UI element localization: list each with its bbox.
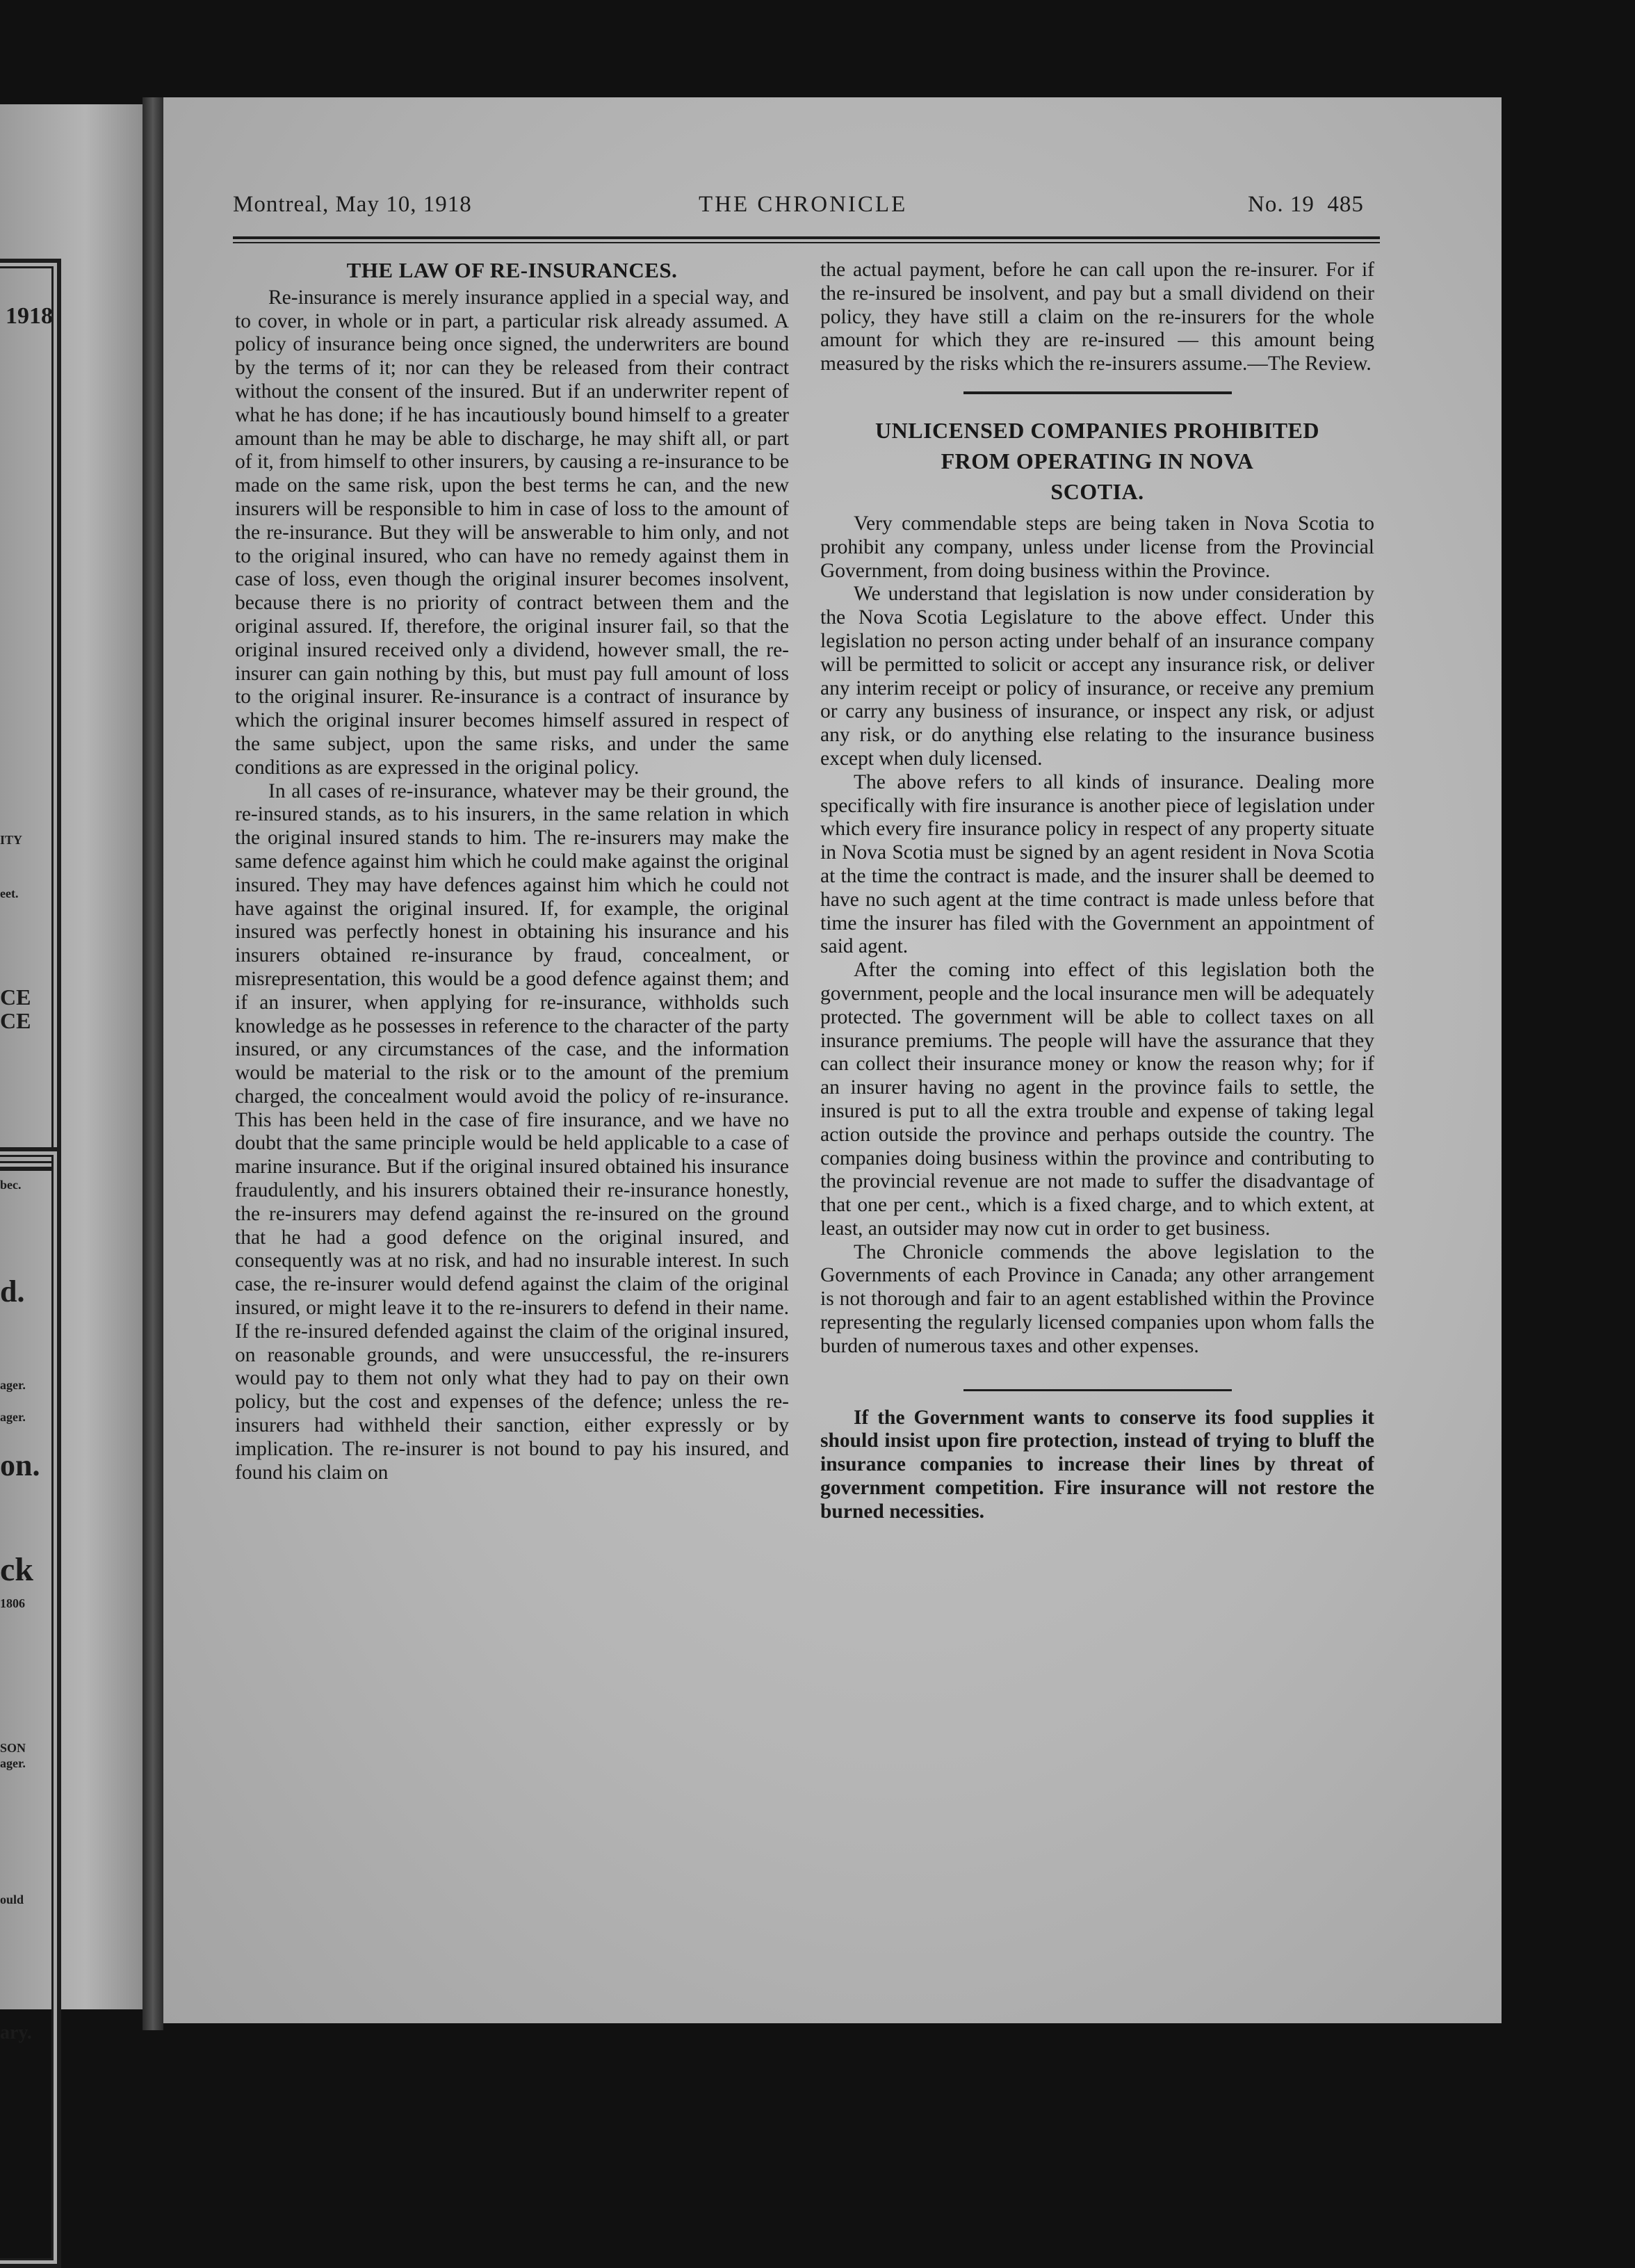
previous-page-fragment: ould — [0, 1893, 24, 1906]
previous-page-fragment: bec. — [0, 1178, 22, 1192]
newspaper-page — [163, 97, 1502, 2023]
column-right — [820, 259, 1374, 2011]
article2-title-line: SCOTIA. — [1050, 478, 1144, 504]
article1-paragraph: Re-insurance is merely insurance applied in a special way, and to cover, in whole or in part, a particular risk already assumed. A policy of insurance being once signed, the underwriters are bound by the terms of it; nor can they be released from their contract without the consent of the insured. But if an underwriter repent of what he has done; if he has incautiously bound himself to a greater amount than he may be able to discharge, he may shift all, or part of it, from himself to other insurers, by causing a re-insurance to be made on the same risk, upon the best terms he can, and the new insurers will be responsible to him in case of loss to the amount of the re-insurance. But they will be answerable to him only, and not to the original insured, who can have no remedy against them in case of loss, even though the original insurer becomes insolvent, because there is no priority of contract between them and the original assured. If, therefore, the original insurer fail, so that the original insured received only a dividend, however small, the re-insurer can gain nothing by this, but must pay full amount of loss to the original insurer. Re-insurance is a contract of insurance by which the original insurer becomes himself assured in respect of the same subject, upon the same risks, and under the same conditions as are expressed in the original policy. — [235, 286, 789, 779]
article1-continuation: the actual payment, before he can call upon the re-insurer. For if the re-insured be insolvent, and pay but a small dividend on their policy, they have still a claim on the re-insurers for the whole amount for which they are re-insured — this amount being measured by the risks which the re-insurers assume.—The Review. — [820, 259, 1374, 375]
article2-paragraph: The above refers to all kinds of insurance. Dealing more specifically with fire insurance is another piece of legislation under which every fire insurance policy in respect of any property situate in Nova Scotia must be signed by an agent resident in Nova Scotia at the time the contract is made, and the insurer shall be deemed to have no such agent at the time contract is made unless before that time the insurer has filed with the Government an appointment of said agent. — [820, 770, 1374, 958]
article1-title: THE LAW OF RE-INSURANCES. — [346, 259, 678, 282]
previous-page-fragment: ITY — [0, 833, 23, 847]
header-date-rest: May 10, 1918 — [335, 192, 472, 217]
article2-title-line: FROM OPERATING IN NOVA — [941, 448, 1254, 473]
article2-paragraph: We understand that legislation is now under consideration by the Nova Scotia Legislature to the above effect. Under this legislation no person acting under behalf of an insurance company will be permitted to solicit or accept any insurance risk, or deliver any interim receipt or policy of insurance, or receive any premium or carry any business of insurance, or inspect any risk, or adjust any risk, or do anything else relating to the insurance business except when duly licensed. — [820, 583, 1374, 770]
header-page-number: 485 — [1327, 192, 1364, 217]
previous-page-ad-box — [0, 1147, 61, 2268]
previous-page-fragment: ck — [0, 1551, 33, 1588]
previous-page-edge — [0, 104, 143, 2043]
previous-page-year: 1918 — [6, 303, 53, 329]
previous-page-fragment: d. — [0, 1274, 25, 1309]
previous-page-fragment: on. — [0, 1448, 40, 1482]
header-date — [233, 192, 472, 218]
header-rule — [233, 236, 1380, 239]
previous-page-fragment: CE — [0, 1008, 31, 1033]
note-paragraph: If the Government wants to conserve its food supplies it should insist upon fire protection, instead of trying to bluff the insurance companies to increase their lines by threat of government competition. Fire insurance will not restore the burned necessities. — [820, 1406, 1374, 1523]
section-divider — [963, 1389, 1232, 1391]
previous-page-fragment: ary. — [0, 2022, 32, 2043]
previous-page-fragment: 1806 — [0, 1596, 25, 1610]
section-divider — [963, 391, 1232, 394]
header-issue — [1248, 192, 1364, 218]
header-rule — [233, 242, 1380, 243]
article2-paragraph: Very commendable steps are being taken in Nova Scotia to prohibit any company, unless under license from the Provincial Government, from doing business within the Province. — [820, 512, 1374, 582]
previous-page-ad-box — [0, 259, 61, 1171]
previous-page-fragment: ager. — [0, 1410, 26, 1424]
article2-paragraph: The Chronicle commends the above legislation to the Governments of each Province in Canada; any other arrangement is not thorough and fair to an agent established within the Province representing the regularly licensed companies upon whom falls the burden of numerous taxes and other expenses. — [820, 1240, 1374, 1357]
previous-page-fragment: eet. — [0, 886, 19, 900]
header-date-city: Montreal, — [233, 192, 330, 217]
article2-paragraph: After the coming into effect of this legislation both the government, people and the local insurance men will be adequately protected. The government will be able to collect taxes on all insurance premiums. The people will have the assurance that they can collect their insurance money or know the reason why; for if an insurer having no agent in the province fails to settle, the insured is put to all the extra trouble and expense of taking legal action outside the province and perhaps outside the country. The companies doing business within the province and contributing to the provincial revenue are not made to suffer the disadvantage of that one per cent., which is a fixed charge, and to which extent, at least, an outsider may now cut in order to get business. — [820, 959, 1374, 1240]
column-left — [235, 259, 789, 2011]
header-issue-number: No. 19 — [1248, 192, 1315, 217]
article2-title-line: UNLICENSED COMPANIES PROHIBITED — [875, 417, 1319, 443]
page-gutter — [143, 97, 163, 2030]
previous-page-fragment: SON — [0, 1741, 26, 1755]
previous-page-fragment: ager. — [0, 1756, 26, 1770]
header-publication: THE CHRONICLE — [699, 192, 908, 217]
article2-title — [820, 415, 1374, 507]
previous-page-fragment: ager. — [0, 1378, 26, 1392]
article1-paragraph: In all cases of re-insurance, whatever may be their ground, the re-insured stands, as to his insurers, in the same relation in which the original insured stands to him. The re-insurers may make the same defence against him which he could make against the original insured. They may have defences against him which he could not have against the original insured. If, for example, the original insured was perfectly honest in obtaining his insurance and his insurers obtained re-insurance by fraud, concealment, or misrepresentation, this would be a good defence against them; and if an insurer, when applying for re-insurance, withholds such knowledge as he possesses in reference to the character of the party insured, or any circumstances of the case, and the information would be material to the risk or to the amount of the premium charged, the concealment would avoid the policy of re-insurance. This has been held in the case of fire insurance, and we have no doubt that the same principle would be held applicable to a case of marine insurance. But if the original insured obtained his insurance fraudulently, and his insurers obtained their re-insurance honestly, the re-insurers may defend against the re-insured on the ground that he had a good defence on the original insured, and consequently was at no risk, and had no insurable interest. In such case, the re-insurer would defend against the claim of the original insured, or might leave it to the re-insurers to defend in their name. If the re-insured defended against the claim of the original insured, on reasonable grounds, and were unsuccessful, the re-insurers would pay to them not only what they had to pay on their own policy, but the cost and expenses of the defence; unless the re-insurers had withheld their sanction, either expressly or by implication. The re-insurer is not bound to pay his insured, and found his claim on — [235, 779, 789, 1484]
previous-page-fragment: CE — [0, 985, 31, 1010]
